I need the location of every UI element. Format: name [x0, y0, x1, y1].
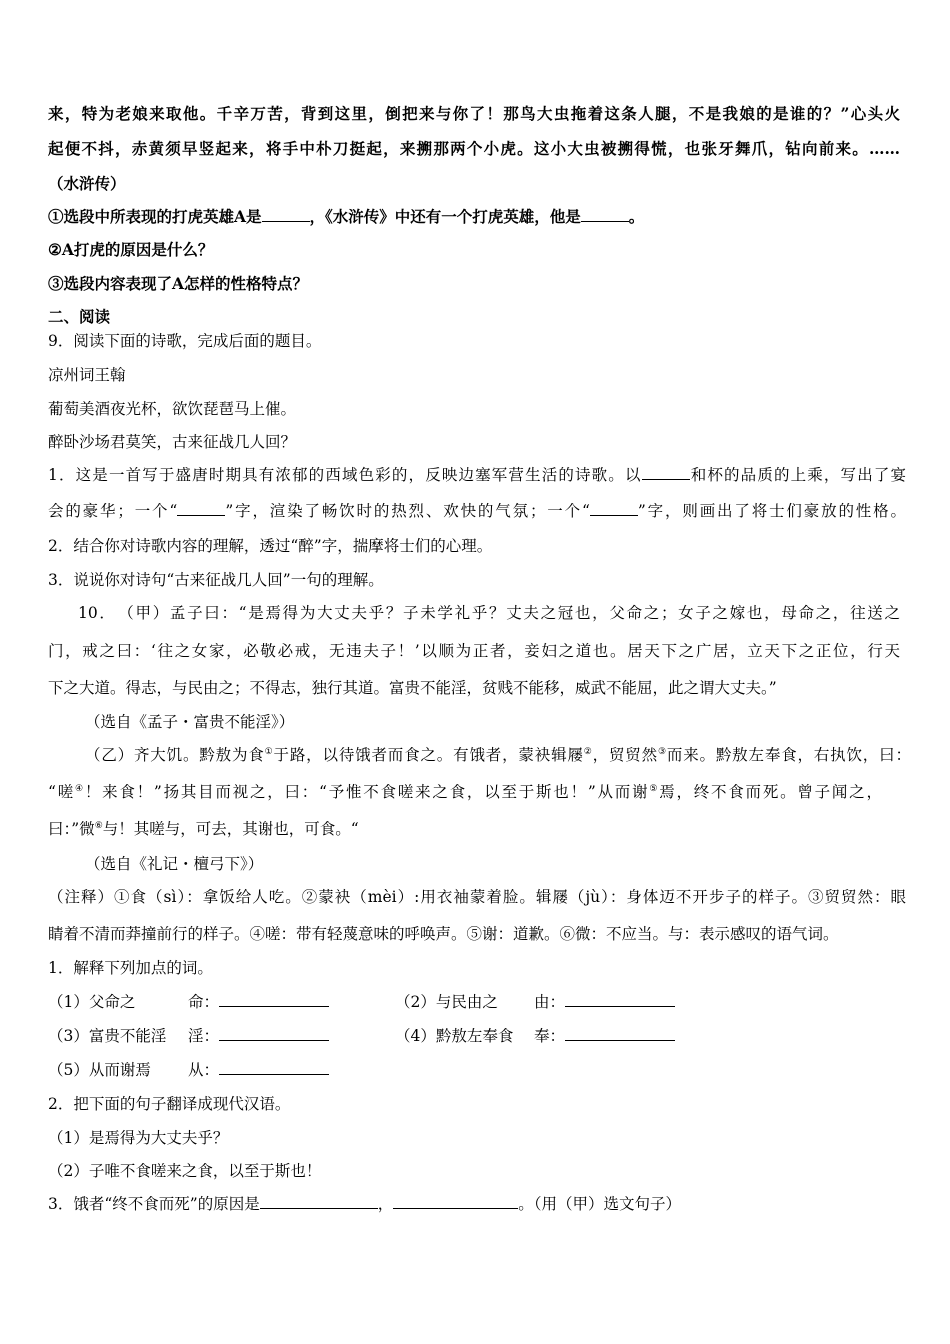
q9-s1-line2: 会的豪华；一个“ ”字，渲染了畅饮时的热烈、欢快的气氛；一个“ ”字，则画出了将士们豪放的性格。	[48, 502, 906, 520]
word-item: （1）父命之	[48, 993, 136, 1011]
footnote-mark: ④	[74, 783, 85, 794]
answer-blank[interactable]	[565, 1026, 675, 1041]
q10-yi-source: （选自《礼记・檀弓下》）	[85, 855, 264, 873]
footnote-mark: ①	[264, 746, 274, 757]
q10-s1-title: 1．解释下列加点的词。	[48, 959, 213, 977]
q10-s2-title: 2．把下面的句子翻译成现代汉语。	[48, 1095, 291, 1113]
q10-jia-line2: 门，戒之曰：‘往之女家，必敬必戒，无违夫子！’以顺为正者，妾妇之道也。居天下之广居，立天下之正位，行天	[48, 642, 900, 660]
answer-blank[interactable]	[260, 1194, 378, 1209]
answer-blank[interactable]	[219, 1060, 329, 1075]
q10-jia-source: （选自《孟子・富贵不能淫》）	[85, 713, 295, 731]
answer-blank[interactable]	[177, 501, 225, 516]
q8-sub3: ③选段内容表现了A怎样的性格特点？	[48, 274, 309, 293]
word-item: （5）从而谢焉	[48, 1061, 151, 1079]
q9-s1-line1: 1．这是一首写于盛唐时期具有浓郁的西域色彩的，反映边塞军营生活的诗歌。以 和杯的品质的上乘，写出了宴	[48, 466, 906, 484]
notes-line-2: 睛着不清而莽撞前行的样子。④嗟：带有轻蔑意味的呼唤声。⑤谢：道歉。⑥微：不应当。与：表示感叹的语气词。	[48, 925, 839, 943]
q10-jia-line3: 下之大道。得志，与民由之；不得志，独行其道。富贵不能淫，贫贱不能移，威武不能屈，此之谓大丈夫。”	[48, 679, 777, 697]
footnote-mark: ⑤	[649, 783, 660, 794]
word-answer: 奉：	[534, 1025, 675, 1047]
answer-blank[interactable]	[590, 501, 638, 516]
footnote-mark: ③	[657, 746, 667, 757]
word-item: （3）富贵不能淫	[48, 1027, 167, 1045]
word-answer: 从：	[188, 1059, 329, 1081]
q8-sub1: ①选段中所表现的打虎英雄A是 ，《水浒传》中还有一个打虎英雄，他是 。	[48, 207, 645, 226]
answer-blank[interactable]	[393, 1194, 518, 1209]
word-answer: 淫：	[188, 1025, 329, 1047]
poem-line-1: 葡萄美酒夜光杯，欲饮琵琶马上催。	[48, 400, 297, 418]
translate-item-2: （2）子唯不食嗟来之食，以至于斯也！	[48, 1162, 322, 1180]
poem-title: 凉州词王翰	[48, 366, 126, 384]
poem-line-2: 醉卧沙场君莫笑，古来征战几人回？	[48, 433, 297, 451]
answer-blank[interactable]	[581, 207, 629, 222]
footnote-mark: ⑥	[94, 820, 103, 831]
q10-jia-line1: 10． （甲）孟子曰：“是焉得为大丈夫乎？子未学礼乎？丈夫之冠也，父命之；女子之嫁也，母命之，往送之	[78, 604, 900, 622]
answer-blank[interactable]	[565, 992, 675, 1007]
answer-blank[interactable]	[262, 207, 310, 222]
word-answer: 命：	[188, 991, 329, 1013]
notes-line-1: （注释）①食（sì）：拿饭给人吃。②蒙袂（mèi）:用衣袖蒙着脸。辑屦（jù）：身体迈不开步子的样子。③贸贸然：眼	[48, 888, 906, 906]
q10-yi-line3: 曰：”微⑥与！其嗟与，可去，其谢也，可食。“	[48, 820, 359, 838]
q9-intro: 9．阅读下面的诗歌，完成后面的题目。	[48, 332, 322, 350]
answer-blank[interactable]	[219, 992, 329, 1007]
q9-s2: 2．结合你对诗歌内容的理解，透过“醉”字，揣摩将士们的心理。	[48, 537, 493, 555]
passage-source: （水浒传）	[48, 174, 126, 193]
answer-blank[interactable]	[642, 465, 690, 480]
passage-line-1: 来，特为老娘来取他。千辛万苦，背到这里，倒把来与你了！那鸟大虫拖着这条人腿，不是我娘的是谁的？”心头火	[48, 104, 900, 123]
answer-blank[interactable]	[219, 1026, 329, 1041]
footnote-mark: ②	[583, 746, 593, 757]
word-answer: 由：	[534, 991, 675, 1013]
section-title: 二、阅读	[48, 307, 111, 326]
q10-yi-line1: （乙）齐大饥。黔敖为食①于路，以待饿者而食之。有饿者，蒙袂辑屦②，贸贸然③而来。黔敖左奉食，右执饮，曰：	[85, 746, 911, 764]
word-item: （4）黔敖左奉食	[395, 1027, 514, 1045]
passage-line-2: 起便不抖，赤黄须早竖起来，将手中朴刀挺起，来搠那两个小虎。这小大虫被搠得慌，也张牙舞爪，钻向前来。……	[48, 139, 900, 158]
q10-yi-line2: “嗟④！来食！”扬其目而视之，曰：“予惟不食嗟来之食，以至于斯也！”从而谢⑤焉，终不食而死。曾子闻之，	[48, 783, 882, 801]
q9-s3: 3．说说你对诗句“古来征战几人回”一句的理解。	[48, 571, 384, 589]
word-item: （2）与民由之	[395, 993, 498, 1011]
q10-s3: 3．饿者“终不食而死”的原因是 ， 。（用（甲）选文句子）	[48, 1195, 681, 1213]
translate-item-1: （1）是焉得为大丈夫乎？	[48, 1129, 229, 1147]
q8-sub2: ②A打虎的原因是什么？	[48, 240, 214, 259]
